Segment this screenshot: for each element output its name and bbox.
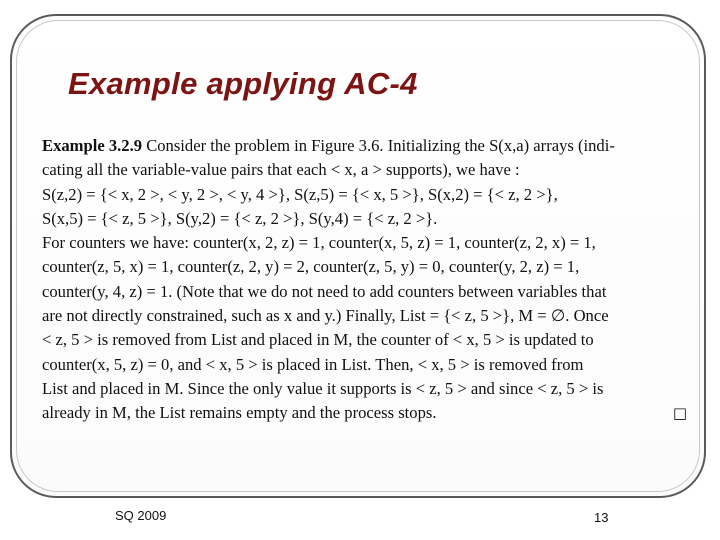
example-line-4: S(x,5) = {< z, 5 >}, S(y,2) = {< z, 2 >}, S(y,4) = {< z, 2 >}.: [42, 208, 438, 228]
example-line-5: For counters we have: counter(x, 2, z) = 1, counter(x, 5, z) = 1, counter(z, 2, x) = 1,: [42, 233, 596, 253]
example-label: Example 3.2.9: [42, 136, 143, 155]
slide-title: Example applying AC-4: [68, 66, 418, 101]
example-line-7: counter(y, 4, z) = 1. (Note that we do not need to add counters between variables that: [42, 281, 607, 301]
example-line-1: [42, 134, 687, 158]
example-text-block: [42, 134, 687, 426]
example-text: Consider the problem in Figure 3.6. Initializing the S(x,a) arrays (indi-: [146, 136, 615, 155]
example-line-10: counter(x, 5, z) = 0, and < x, 5 > is placed in List. Then, < x, 5 > is removed from: [42, 354, 584, 374]
example-line-3: S(z,2) = {< x, 2 >, < y, 2 >, < y, 4 >}, S(z,5) = {< x, 5 >}, S(x,2) = {< z, 2 >},: [42, 184, 558, 204]
footer-label: SQ 2009: [115, 508, 167, 523]
example-last-text: already in M, the List remains empty and the process stops.: [42, 403, 437, 423]
example-line-11: List and placed in M. Since the only value it supports is < z, 5 > and since < z, 5 > is: [42, 378, 604, 398]
example-line-6: counter(z, 5, x) = 1, counter(z, 2, y) = 2, counter(z, 5, y) = 0, counter(y, 2, z) = 1,: [42, 257, 580, 277]
example-line-8: are not directly constrained, such as x and y.) Finally, List = {< z, 5 >}, M = ∅. Once: [42, 306, 609, 326]
qed-box-icon: □: [672, 404, 687, 423]
example-line-12: [42, 401, 687, 425]
example-line-2: cating all the variable-value pairs that each < x, a > supports), we have :: [42, 160, 520, 180]
example-line-9: < z, 5 > is removed from List and placed in M, the counter of < x, 5 > is updated to: [42, 330, 594, 350]
page-number: 13: [594, 510, 609, 525]
